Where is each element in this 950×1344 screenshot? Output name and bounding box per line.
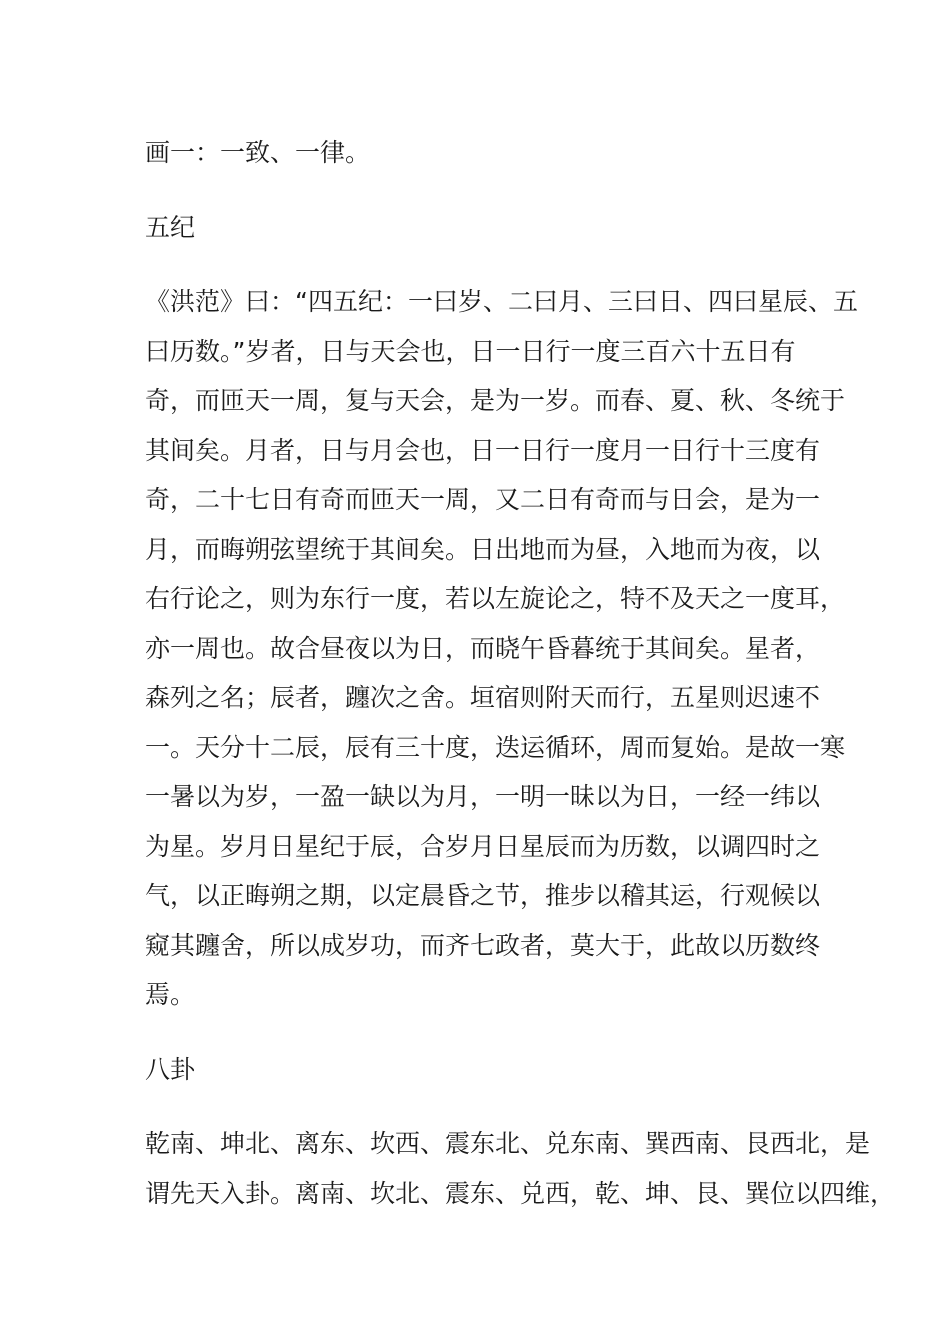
intro-line: 画一：一致、一律。 [145, 138, 371, 167]
paragraph-line: 右行论之，则为东行一度，若以左旋论之，特不及天之一度耳， [145, 584, 846, 613]
section-paragraph-bagua [145, 1119, 896, 1218]
paragraph-line: 窥其躔舍，所以成岁功，而齐七政者，莫大于，此故以历数终 [145, 930, 821, 960]
paragraph-line: 其间矣。月者，日与月会也，日一日行一度月一日行十三度有 [145, 435, 821, 465]
section-heading-wuji: 五纪 [145, 212, 196, 242]
spacer [145, 1020, 810, 1045]
paragraph-line: 谓先天入卦。离南、坎北、震东、兑西，乾、坤、艮、巽位以四维， [145, 1178, 896, 1208]
spacer [145, 178, 810, 203]
section-paragraph-wuji [145, 277, 858, 1020]
paragraph-line: 森列之名；辰者，躔次之舍。垣宿则附天而行，五星则迟速不 [145, 683, 821, 712]
document-body [145, 128, 896, 1218]
section-heading-bagua: 八卦 [145, 1054, 196, 1084]
paragraph-line: 亦一周也。故合昼夜以为日，而晓午昏暮统于其间矣。星者， [145, 633, 821, 663]
paragraph-line: 《洪范》曰：“四五纪：一曰岁、二曰月、三曰日、四曰星辰、五 [145, 287, 858, 316]
paragraph-line: 曰历数。”岁者，日与天会也，日一日行一度三百六十五日有 [145, 336, 796, 366]
spacer [145, 1094, 810, 1119]
spacer [145, 252, 810, 277]
paragraph-line: 为星。岁月日星纪于辰，合岁月日星辰而为历数，以调四时之 [145, 831, 821, 861]
paragraph-line: 气，以正晦朔之期，以定晨昏之节，推步以稽其运，行观候以 [145, 881, 821, 910]
paragraph-line: 奇，二十七日有奇而匝天一周，又二日有奇而与日会，是为一 [145, 485, 821, 514]
paragraph-line: 一暑以为岁，一盈一缺以为月，一明一昧以为日，一经一纬以 [145, 782, 821, 811]
paragraph-line: 月，而晦朔弦望统于其间矣。日出地而为昼，入地而为夜，以 [145, 534, 821, 564]
paragraph-line: 焉。 [145, 980, 196, 1009]
paragraph-line: 奇，而匝天一周，复与天会，是为一岁。而春、夏、秋、冬统于 [145, 386, 846, 415]
paragraph-line: 一。天分十二辰，辰有三十度，迭运循环，周而复始。是故一寒 [145, 732, 846, 762]
paragraph-line: 乾南、坤北、离东、坎西、震东北、兑东南、巽西南、艮西北，是 [145, 1129, 871, 1158]
